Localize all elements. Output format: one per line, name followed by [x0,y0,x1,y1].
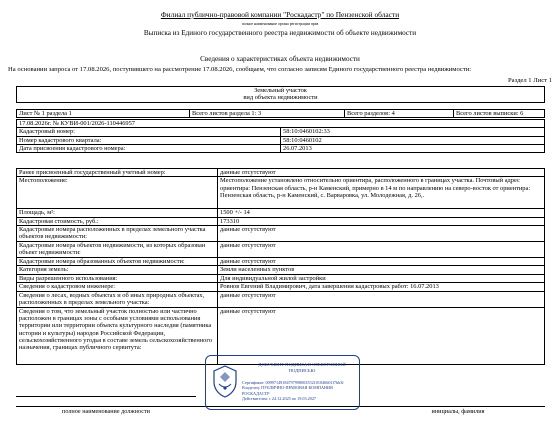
row-value: Для индивидуальной жилой застройки [218,274,545,282]
sheet-info-table [16,109,545,118]
row-label: Кадастровые номера расположенных в пределах земельного участка объектов недвижимости: [17,226,218,242]
row-value: данные отсутствуют [218,226,545,242]
request-text: На основании запроса от 17.08.2026, поступившего на рассмотрение 17.08.2026, сообщаем, что согласно записям Единого государственного реестра недвижимости: [8,66,472,73]
id-value: 58:10:0460102 [281,136,545,144]
page-info: Раздел 1 Лист 1 [508,77,552,84]
row-value: данные отсутствуют [218,291,545,307]
id-value: 26.07.2013 [281,145,545,153]
org-caption: полное наименование органа регистрации прав [241,22,319,26]
sheet-label: Лист № 1 раздела 1 [17,110,190,118]
e-signature-stamp [205,355,360,410]
row-label: Ранее присвоенный государственный учетный номер: [17,169,218,177]
object-type: Земельный участок [17,87,545,95]
row-label: Виды разрешенного использования: [17,274,218,282]
row-label: Местоположение: [17,177,218,209]
id-label: Номер кадастрового квартала: [17,136,281,144]
row-value: данные отсутствуют [218,307,545,364]
row-value: данные отсутствуют [218,258,545,266]
stamp-title: ДОКУМЕНТ ПОДПИСАН ЭЛЕКТРОННОЙ ПОДПИСЬЮ [258,362,346,373]
id-value: 58:10:0460102:33 [281,128,545,136]
id-table [16,119,545,153]
row-value: Местоположение установлено относительно ориентира, расположенного в границах участка. Почтовый адрес ориентира: Пензенская область, р-н Каменский, примерно в 14 м по направлению на северо-восток от ориентира: Пензенская область, р-н Каменский, с. Варваровка, ул. Молодежная, д. 26,. [218,177,545,209]
row-label: Кадастровая стоимость, руб.: [17,217,218,225]
position-line [16,396,196,397]
row-value: данные отсутствуют [218,242,545,258]
position-caption: полное наименование должности [62,408,150,415]
signature-caption: инициалы, фамилия [431,408,485,415]
row-value: Земли населенных пунктов [218,266,545,274]
id-label: Дата присвоения кадастрового номера: [17,145,281,153]
row-label: Площадь, м²: [17,209,218,217]
org-name: Филиал публично-правовой компании "Роскадастр" по Пензенской области [160,10,400,19]
extract-number: 17.08.2026г. № КУВИ-001/2026-110446957 [17,120,545,128]
row-value: 1500 +/- 14 [218,209,545,217]
row-label: Сведения о кадастровом инженере: [17,283,218,291]
section-title: Сведения о характеристиках объекта недвижимости [200,55,360,63]
stamp-owner-2: РОСКАДАСТР [242,390,270,396]
row-label: Кадастровые номера объектов недвижимости, из которых образован объект недвижимости: [17,242,218,258]
extract-title: Выписка из Единого государственного реестра недвижимости об объекте недвижимости [143,29,417,37]
id-label: Кадастровый номер: [17,128,281,136]
characteristics-table [16,168,545,365]
emblem-icon [211,364,239,398]
object-type-caption: вид объекта недвижимости [17,94,545,102]
total-sheets-section: Всего листов раздела 1: 3 [190,110,345,118]
total-sections: Всего разделов: 4 [345,110,454,118]
stamp-valid: Действителен: с 24.12.2025 по 19.03.2027 [242,395,317,401]
stamp-owner: Владелец: ПУБЛИЧНО-ПРАВОВАЯ КОМПАНИЯ [242,385,333,391]
row-value: данные отсутствуют [218,169,545,177]
object-type-table [16,86,545,103]
row-label: Сведения о том, что земельный участок полностью или частично расположен в границах зоны с особыми условиями использования территории или территории объекта культурного наследия (памятника истории и культуры) народов Российской Федерации, сельскохозяйственного угодья в составе земель сельскохозяйственного назначения, границах публичного сервитута: [17,307,218,364]
row-label: Сведения о лесах, водных объектах и об иных природных объектах, расположенных в пределах земельного участка: [17,291,218,307]
stamp-certificate: Сертификат: 00997149184797998003552101046601f7bb3f [242,380,344,385]
row-value: Ровнов Евгений Владимирович, дата завершения кадастровых работ: 16.07.2013 [218,283,545,291]
total-sheets: Всего листов выписки: 6 [454,110,545,118]
row-value: 173310 [218,217,545,225]
row-label: Кадастровые номера образованных объектов недвижимости: [17,258,218,266]
row-label: Категория земель: [17,266,218,274]
